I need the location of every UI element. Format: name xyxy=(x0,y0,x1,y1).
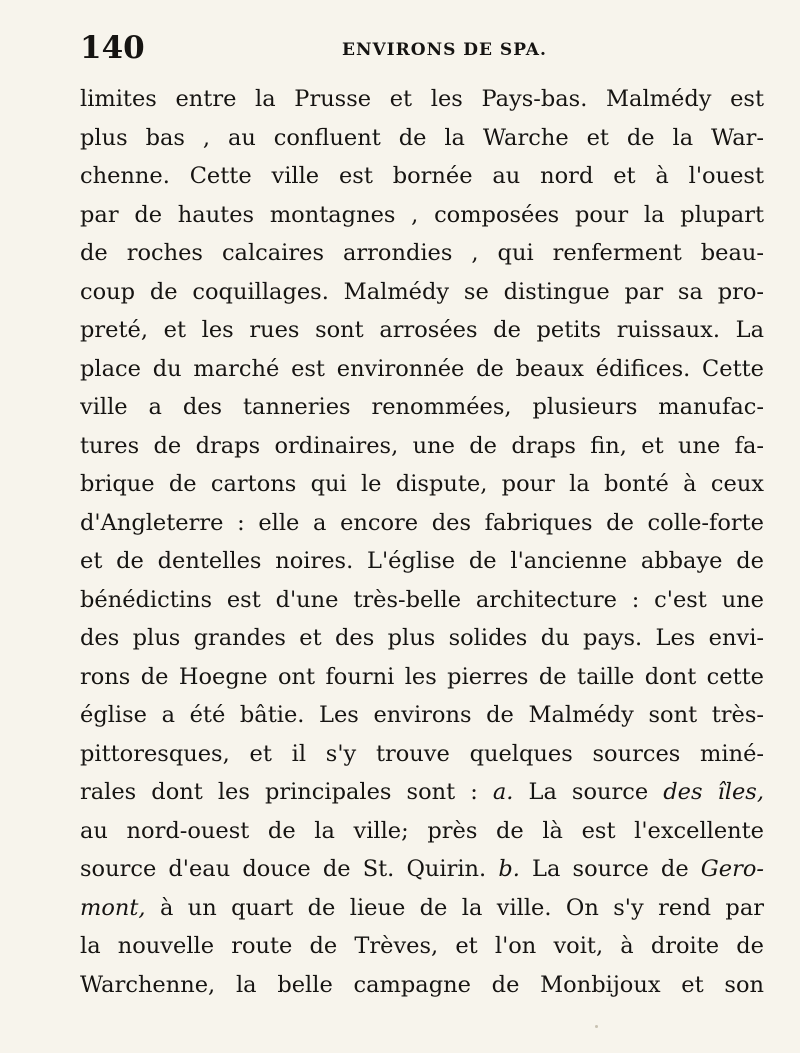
text-line-21 xyxy=(80,850,764,889)
text-line-7: preté, et les rues sont arrosées de petits ruissaux. La xyxy=(80,317,764,343)
text-line-17: église a été bâtie. Les environs de Malmédy sont très- xyxy=(80,702,764,728)
line-21-text: source d'eau douce de St. Quirin. xyxy=(80,856,499,882)
paper-speck xyxy=(595,1025,598,1028)
text-line-16: rons de Hoegne ont fourni les pierres de taille dont cette xyxy=(80,663,764,690)
line-22-text: à un quart de lieue de la ville. On s'y rend par xyxy=(145,894,764,921)
source-name-geromont-part2: mont, xyxy=(80,894,146,921)
text-line-15: des plus grandes et des plus solides du pays. Les envi- xyxy=(80,625,764,651)
text-line-12: d'Angleterre : elle a encore des fabriques de colle-forte xyxy=(80,509,764,536)
text-line-20: au nord-ouest de la ville; près de là est l'excellente xyxy=(80,817,764,844)
text-line-9: ville a des tanneries renommées, plusieurs manufac- xyxy=(80,394,764,420)
line-21-middle: La source de xyxy=(519,856,701,882)
text-line-11: brique de cartons qui le dispute, pour la bonté à ceux xyxy=(80,471,764,497)
text-line-10: tures de draps ordinaires, une de draps fin, et une fa- xyxy=(80,432,764,459)
item-b-marker: b. xyxy=(498,856,520,882)
source-name-iles: des îles, xyxy=(663,779,764,805)
text-line-1: limites entre la Prusse et les Pays-bas. Malmédy est xyxy=(80,86,764,112)
text-line-22 xyxy=(80,889,764,928)
page-number: 140 xyxy=(80,30,145,66)
page-header xyxy=(80,28,760,68)
text-line-2: plus bas , au confluent de la Warche et de la War- xyxy=(80,124,764,151)
text-line-23: la nouvelle route de Trèves, et l'on voit, à droite de xyxy=(80,933,764,959)
text-line-14: bénédictins est d'une très-belle architecture : c'est une xyxy=(80,586,764,613)
running-head: ENVIRONS DE SPA. xyxy=(342,40,547,60)
text-line-13: et de dentelles noires. L'église de l'ancienne abbaye de xyxy=(80,548,764,574)
text-line-18: pittoresques, et il s'y trouve quelques sources miné- xyxy=(80,740,764,767)
line-19-middle: La source xyxy=(513,779,664,805)
text-line-5: de roches calcaires arrondies , qui renferment beau- xyxy=(80,240,764,266)
source-name-geromont-part1: Gero- xyxy=(700,856,764,882)
text-line-6: coup de coquillages. Malmédy se distingue par sa pro- xyxy=(80,278,764,305)
text-line-4: par de hautes montagnes , composées pour la plupart xyxy=(80,201,764,228)
body-text xyxy=(80,80,764,1004)
line-19-text: rales dont les principales sont : xyxy=(80,779,493,805)
text-line-8: place du marché est environnée de beaux édifices. Cette xyxy=(80,355,764,382)
text-line-24: Warchenne, la belle campagne de Monbijoux et son xyxy=(80,971,764,998)
text-line-3: chenne. Cette ville est bornée au nord et à l'ouest xyxy=(80,163,764,189)
item-a-marker: a. xyxy=(492,779,514,805)
text-line-19 xyxy=(80,773,764,812)
